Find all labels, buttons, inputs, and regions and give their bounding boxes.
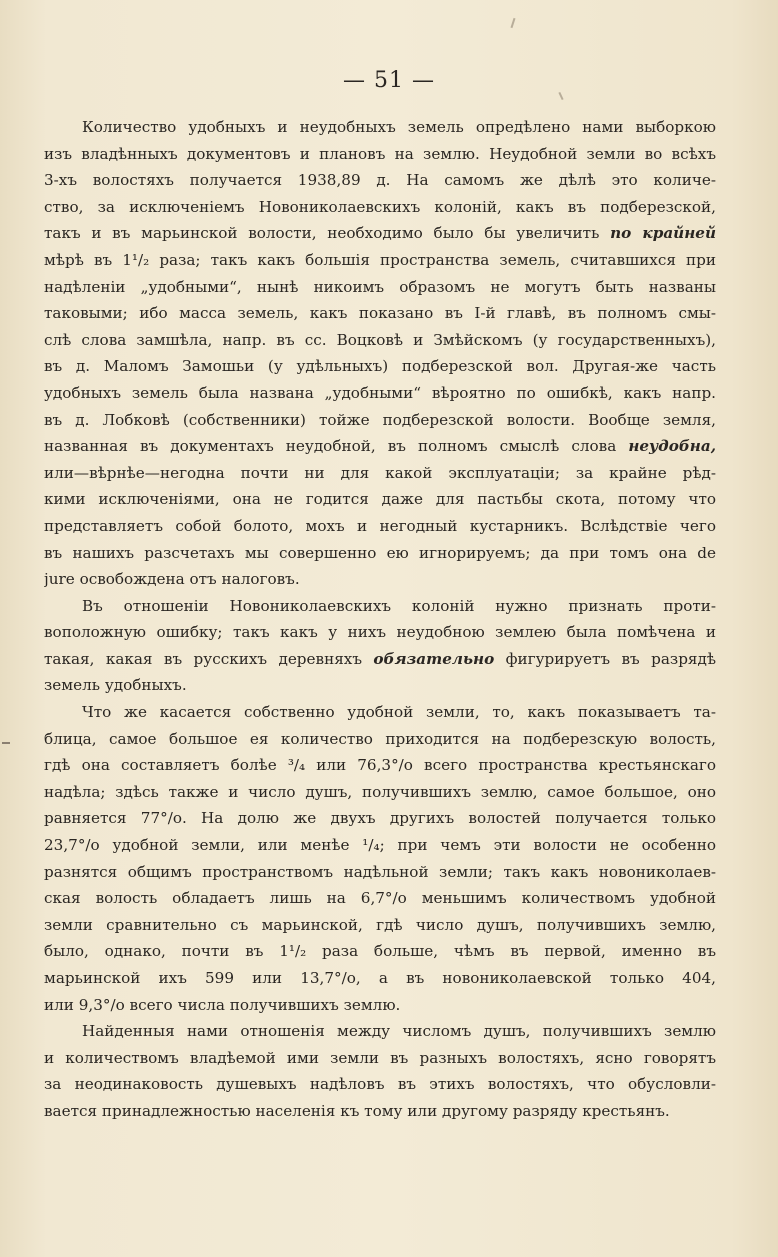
line-text: 23,7°/о удобной земли, или менѣе ¹/₄; при чемъ эти волости не особенно: [44, 836, 716, 855]
text-line: [44, 300, 716, 327]
text-line: [44, 672, 716, 699]
line-text: ство, за исключеніемъ Новониколаевскихъ колоній, какъ въ подберезской,: [44, 197, 716, 216]
line-text: надѣла; здѣсь также и число душъ, получившихъ землю, самое большое, оно: [44, 782, 716, 801]
line-text: земель удобныхъ.: [44, 676, 187, 695]
line-text: Найденныя нами отношенія между числомъ душъ, получившихъ землю: [82, 1022, 716, 1041]
scan-mark: [511, 18, 516, 28]
text-line: [44, 194, 716, 221]
line-text: слѣ слова замшѣла, напр. въ сс. Воцковѣ и Змѣйскомъ (у государственныхъ),: [44, 330, 716, 349]
text-line: [44, 1018, 716, 1045]
text-line: [44, 779, 716, 806]
line-text: представляетъ собой болото, мохъ и негодный кустарникъ. Вслѣдствіе чего: [44, 516, 716, 535]
text-line: [44, 726, 716, 753]
text-line: [44, 859, 716, 886]
text-line: [44, 646, 716, 673]
text-line: [44, 992, 716, 1019]
line-text: разнятся общимъ пространствомъ надѣльной земли; такъ какъ новониколаев-: [44, 862, 716, 881]
emphasized-word: по крайней: [610, 224, 716, 243]
line-text: Въ отношеніи Новониколаевскихъ колоній нужно признать проти-: [82, 596, 716, 615]
line-text: кими исключеніями, она не годится даже для пастьбы скота, потому что: [44, 490, 716, 509]
text-line: [44, 566, 716, 593]
emphasized-word: обязательно: [373, 649, 495, 668]
text-line: [44, 1098, 716, 1125]
text-line: [44, 460, 716, 487]
paragraph: [44, 1018, 716, 1124]
text-line: [44, 486, 716, 513]
text-line: [44, 327, 716, 354]
line-text: за неодинаковость душевыхъ надѣловъ въ этихъ волостяхъ, что обусловли-: [44, 1075, 716, 1094]
text-line: [44, 885, 716, 912]
line-text: вается принадлежностью населенія къ тому или другому разряду крестьянъ.: [44, 1101, 670, 1120]
line-text: равняется 77°/о. На долю же двухъ другихъ волостей получается только: [44, 809, 716, 828]
line-text: 3-хъ волостяхъ получается 1938,89 д. На самомъ же дѣлѣ это количе-: [44, 171, 716, 190]
text-line: [44, 1071, 716, 1098]
line-text: таковыми; ибо масса земель, какъ показано въ I-й главѣ, въ полномъ смы-: [44, 304, 716, 323]
text-line: [44, 380, 716, 407]
text-line: [44, 220, 716, 247]
scan-mark: [558, 92, 563, 100]
line-text-after: фигурируетъ въ разрядѣ: [494, 649, 716, 668]
text-line: [44, 141, 716, 168]
text-line: [44, 832, 716, 859]
text-line: [44, 407, 716, 434]
line-text: было, однако, почти въ 1¹/₂ раза больше, чѣмъ въ первой, именно въ: [44, 942, 716, 961]
line-text: или 9,3°/о всего числа получившихъ землю.: [44, 995, 401, 1014]
text-line: [44, 593, 716, 620]
line-text: въ д. Лобковѣ (собственники) тойже подберезской волости. Вообще земля,: [44, 410, 716, 429]
line-text: воположную ошибку; такъ какъ у нихъ неудобною землею была помѣчена и: [44, 623, 716, 642]
line-text: блица, самое большое ея количество приходится на подберезскую волость,: [44, 729, 716, 748]
line-text: изъ владѣнныхъ документовъ и плановъ на землю. Неудобной земли во всѣхъ: [44, 144, 716, 163]
line-text: надѣленіи „удобными“, нынѣ никоимъ образомъ не могутъ быть названы: [44, 277, 716, 296]
line-text: ская волость обладаетъ лишь на 6,7°/о меньшимъ количествомъ удобной: [44, 889, 716, 908]
margin-mark: [2, 742, 10, 744]
text-line: [44, 540, 716, 567]
line-text: земли сравнительно съ марьинской, гдѣ число душъ, получившихъ землю,: [44, 915, 716, 934]
text-line: [44, 938, 716, 965]
text-line: [44, 752, 716, 779]
text-line: [44, 699, 716, 726]
text-line: [44, 167, 716, 194]
line-text: такъ и въ марьинской волости, необходимо было бы увеличить: [44, 224, 611, 243]
text-line: [44, 274, 716, 301]
paragraph: [44, 114, 716, 593]
text-line: [44, 353, 716, 380]
emphasized-word: неудобна,: [628, 437, 716, 456]
line-text: jure освобождена отъ налоговъ.: [44, 570, 300, 589]
page-number: — 51 —: [343, 68, 435, 93]
paragraph: [44, 593, 716, 699]
line-text: въ д. Маломъ Замошьи (у удѣльныхъ) подберезской вол. Другая-же часть: [44, 357, 716, 376]
text-line: [44, 247, 716, 274]
line-text: въ нашихъ разсчетахъ мы совершенно ею игнорируемъ; да при томъ она de: [44, 543, 716, 562]
text-line: [44, 619, 716, 646]
line-text: удобныхъ земель была названа „удобными“ вѣроятно по ошибкѣ, какъ напр.: [44, 383, 716, 402]
line-text: марьинской ихъ 599 или 13,7°/о, а въ новониколаевской только 404,: [44, 969, 716, 987]
line-text: гдѣ она составляетъ болѣе ³/₄ или 76,3°/о всего пространства крестьянскаго: [44, 756, 716, 775]
line-text: названная въ документахъ неудобной, въ полномъ смыслѣ слова: [44, 437, 629, 456]
line-text: такая, какая въ русскихъ деревняхъ: [44, 649, 374, 668]
line-text: Что же касается собственно удобной земли, то, какъ показываетъ та-: [82, 703, 716, 722]
line-text: мѣрѣ въ 1¹/₂ раза; такъ какъ большія пространства земель, считавшихся при: [44, 250, 716, 269]
text-line: [44, 433, 716, 460]
line-text: и количествомъ владѣемой ими земли въ разныхъ волостяхъ, ясно говорятъ: [44, 1048, 716, 1067]
paragraph: [44, 699, 716, 1018]
body-text: [44, 114, 716, 1125]
line-text: или—вѣрнѣе—негодна почти ни для какой эксплуатаціи; за крайне рѣд-: [44, 463, 716, 482]
text-line: [44, 965, 716, 992]
line-text: Количество удобныхъ и неудобныхъ земель опредѣлено нами выборкою: [82, 118, 716, 136]
text-line: [44, 912, 716, 939]
text-line: [44, 114, 716, 141]
text-line: [44, 1045, 716, 1072]
text-line: [44, 513, 716, 540]
text-line: [44, 805, 716, 832]
